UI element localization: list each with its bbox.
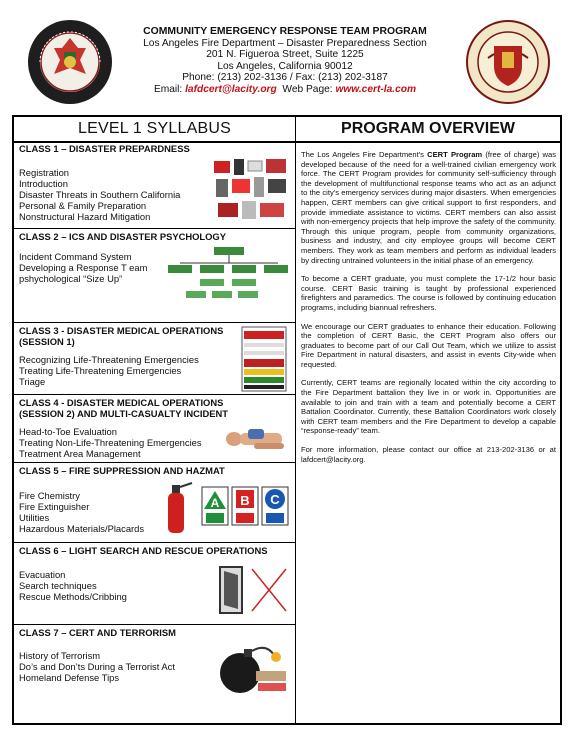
overview-text <box>301 150 556 473</box>
list-item: Nonstructural Hazard Mitigation <box>19 211 151 222</box>
class-7-topics <box>19 650 175 683</box>
org-name: COMMUNITY EMERGENCY RESPONSE TEAM PROGRAM <box>143 26 427 37</box>
list-item: Evacuation <box>19 569 66 580</box>
list-item: Fire Chemistry <box>19 490 80 501</box>
overview-paragraph-4: Currently, CERT teams are regionally located within the city according to the Fire Department battalion they live in or work in. Opportunities are available to join and train with a team and potentially become a CERT Battalion Coordinator. Currently, these Battalion Coordinators work closely with CERT team members and the Fire Department to develop a capable “response-ready” team. <box>301 378 556 436</box>
class-5-title: CLASS 5 – FIRE SUPPRESSION AND HAZMAT <box>19 465 225 476</box>
class-7-box <box>14 625 295 723</box>
list-item: Triage <box>19 376 46 387</box>
class-3-title-line-2: (SESSION 1) <box>19 336 75 347</box>
class-4-title-line-1: CLASS 4 - DISASTER MEDICAL OPERATIONS <box>19 397 224 408</box>
fire-class-signs <box>200 485 290 533</box>
department: Los Angeles Fire Department – Disaster Preparedness Section <box>143 37 427 49</box>
p1-start: The Los Angeles Fire Department's <box>301 150 428 159</box>
web-link[interactable]: www.cert-la.com <box>335 83 417 95</box>
list-item: Treatment Area Management <box>19 448 141 459</box>
overview-paragraph-3: We encourage our CERT graduates to enhance their education. Following the completion of CERT Basic, the CERT Program also offers our graduates to become part of our Call Out Team, which we utilize to assist Fire Department in natural disasters, and assist in events City-wide when requested. <box>301 321 556 369</box>
list-item: Rescue Methods/Cribbing <box>19 591 127 602</box>
class-2-title: CLASS 2 – ICS AND DISASTER PSYCHOLOGY <box>19 231 226 242</box>
class-7-title: CLASS 7 – CERT AND TERRORISM <box>19 627 176 638</box>
class-4-box <box>14 395 295 463</box>
bomb-icon <box>214 639 292 701</box>
list-item: Head-to-Toe Evaluation <box>19 426 117 437</box>
class-1-topics <box>19 167 180 222</box>
syllabus-title: LEVEL 1 SYLLABUS <box>14 117 295 143</box>
web-label: Web Page: <box>276 83 336 95</box>
list-item: Disaster Threats in Southern California <box>19 189 181 200</box>
class-4-topics <box>19 426 202 459</box>
lafd-seal-right-icon <box>464 18 552 106</box>
email-link[interactable]: lafdcert@lacity.org <box>185 83 277 95</box>
triage-tag-icon <box>240 325 290 393</box>
list-item: Homeland Defense Tips <box>19 672 120 683</box>
overview-title: PROGRAM OVERVIEW <box>296 117 560 143</box>
ics-org-chart-icon <box>166 245 290 303</box>
class-5-box <box>14 463 295 543</box>
class-3-topics <box>19 354 199 387</box>
list-item: pshychological “Size Up” <box>19 273 123 284</box>
list-item: Hazardous Materials/Placards <box>19 523 145 534</box>
list-item: Treating Non-Life-Threatening Emergencies <box>19 437 202 448</box>
overview-paragraph-5: For more information, please contact our office at 213-202-3136 or at lafdcert@lacity.org. <box>301 445 556 464</box>
class-3-box <box>14 323 295 395</box>
address-line-1: 201 N. Figueroa Street, Suite 1225 <box>206 49 364 61</box>
overview-paragraph-2: To become a CERT graduate, you must complete the 17-1/2 hour basic course. CERT Basic training is taught by professional experienced firefighters and paramedics. The course is followed by continuing education programs, including biannual refreshers. <box>301 274 556 312</box>
syllabus-column <box>14 117 296 723</box>
search-marking-icon <box>216 561 290 619</box>
class-1-title: CLASS 1 – DISASTER PREPARDNESS <box>19 143 190 154</box>
phone-fax: Phone: (213) 202-3136 / Fax: (213) 202-3187 <box>182 72 388 84</box>
list-item: Introduction <box>19 178 68 189</box>
contact-line <box>110 84 460 96</box>
list-item: Utilities <box>19 512 50 523</box>
list-item: Do’s and Don’ts During a Terrorist Act <box>19 661 175 672</box>
address-line-2: Los Angeles, California 90012 <box>217 60 353 72</box>
class-6-topics <box>19 569 127 602</box>
list-item: Search techniques <box>19 580 97 591</box>
class-2-topics <box>19 251 147 284</box>
list-item: Developing a Response T eam <box>19 262 148 273</box>
list-item: Personal & Family Preparation <box>19 200 147 211</box>
class-2-box <box>14 229 295 323</box>
class-3-title <box>19 325 223 347</box>
list-item: Treating Life-Threatening Emergencies <box>19 365 182 376</box>
email-label: Email: <box>153 83 186 95</box>
list-item: History of Terrorism <box>19 650 101 661</box>
class-4-title <box>19 397 228 419</box>
sign-a-label: A <box>210 496 220 510</box>
overview-paragraph-1 <box>301 150 556 265</box>
emergency-supplies-icon <box>212 155 292 225</box>
overview-column <box>296 117 560 723</box>
list-item: Registration <box>19 167 70 178</box>
sign-b-label: B <box>240 493 250 508</box>
class-3-title-line-1: CLASS 3 - DISASTER MEDICAL OPERATIONS <box>19 325 224 336</box>
list-item: Recognizing Life-Threatening Emergencies <box>19 354 199 365</box>
list-item: Fire Extinguisher <box>19 501 90 512</box>
letterhead <box>0 0 572 108</box>
p1-rest: (free of charge) was developed because of the need for a well-trained civilian emergency work force. The CERT Program provides for community self-sufficiency through the development of multifunctional response teams who act as an adjunct to the city's emergency services during major disasters. When emergencies happen, CERT members can give critical support to first responders, and provide immediate assistance to victims. CERT members can also assist with non-emergency projects that help improve the safety of the community. Through this unique program, people from community organizations, business and industry, and city employee groups will become CERT members. They work as team members and perform as individual leaders by directing untrained volunteers in the initial phase of an emergency. <box>301 150 557 265</box>
patient-evaluation-icon <box>224 425 292 455</box>
list-item: Incident Command System <box>19 251 132 262</box>
p1-program-name: CERT Program <box>427 150 483 159</box>
main-frame <box>12 115 562 725</box>
class-5-topics <box>19 490 144 534</box>
cert-seal-left-icon <box>26 18 114 106</box>
sign-c-label: C <box>270 492 280 507</box>
class-1-box <box>14 141 295 229</box>
class-6-box <box>14 543 295 625</box>
class-4-title-line-2: (SESSION 2) AND MULTI-CASUALTY INCIDENT <box>19 408 229 419</box>
class-6-title: CLASS 6 – LIGHT SEARCH AND RESCUE OPERATIONS <box>19 545 268 556</box>
